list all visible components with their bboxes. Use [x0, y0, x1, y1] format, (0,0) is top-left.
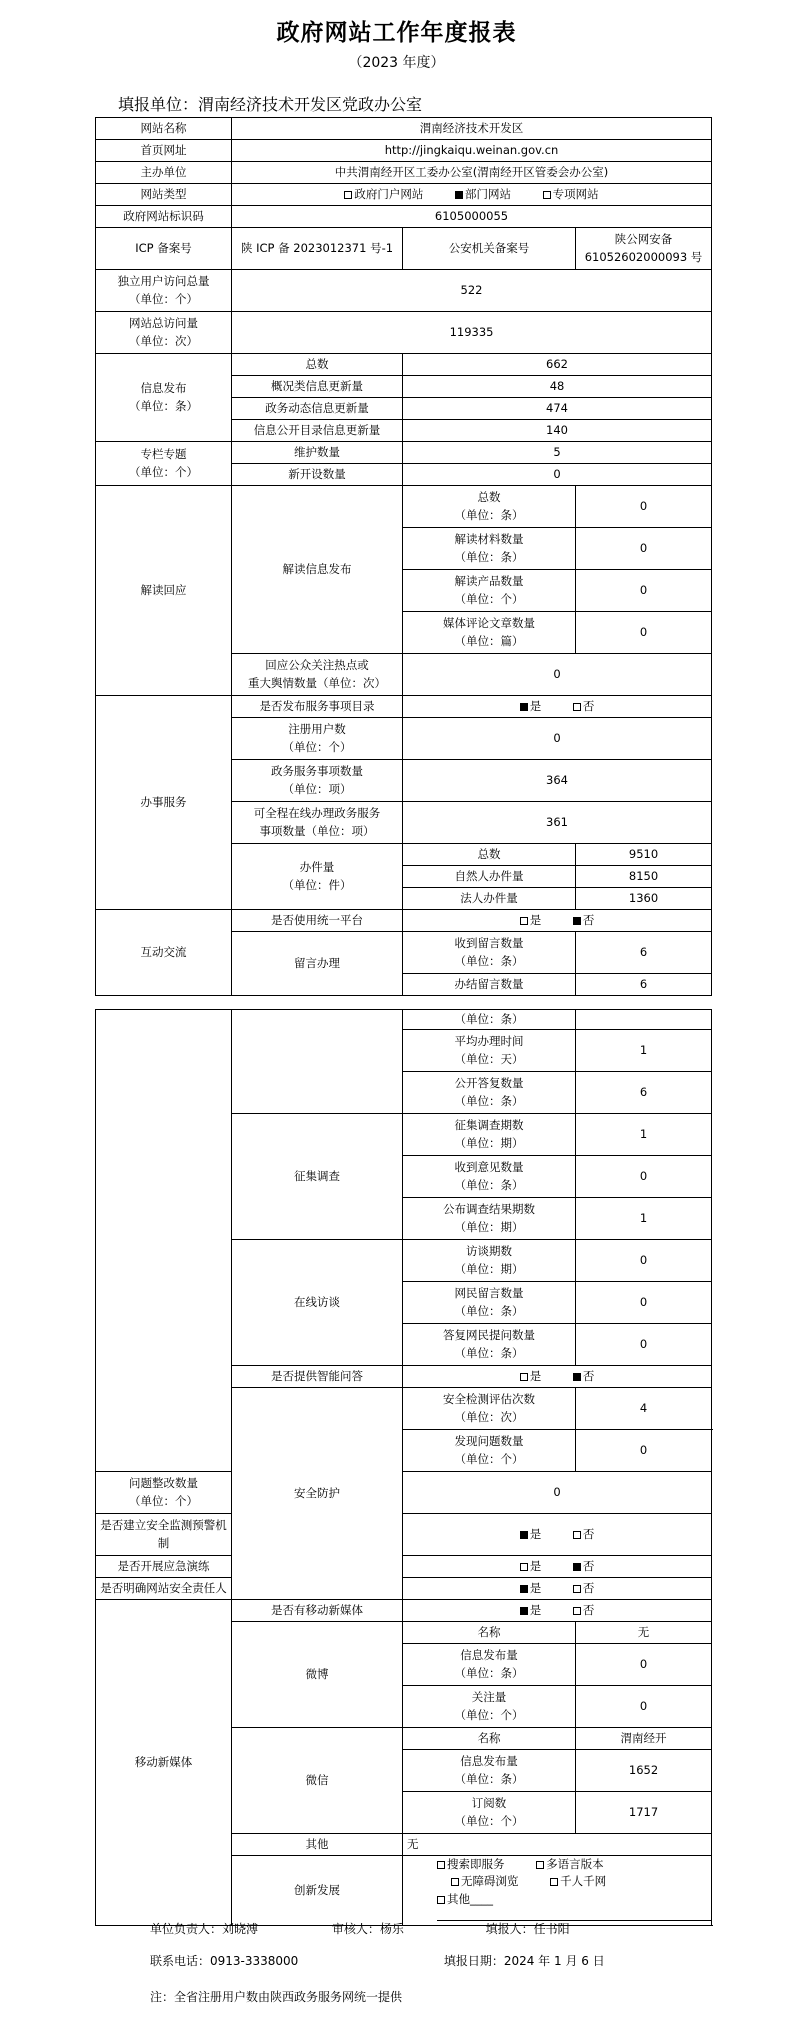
fixed-value: 0 [403, 1472, 712, 1514]
phone: 联系电话：0913-3338000 [150, 1954, 299, 1968]
site-name-label: 网站名称 [96, 118, 232, 140]
info-total-value: 662 [403, 354, 712, 376]
icp-value: 陕 ICP 备 2023012371 号-1 [232, 228, 403, 270]
wechat-post-value: 1652 [576, 1750, 712, 1792]
survey-times-label: 征集调查期数 （单位：期） [403, 1114, 576, 1156]
mobile-has-options: 是 否 [403, 1600, 712, 1622]
checkbox-unchecked-icon [573, 703, 581, 711]
interp-total-label: 总数 （单位：条） [403, 486, 576, 528]
site-type-label: 网站类型 [96, 184, 232, 206]
reg-users-value: 0 [403, 718, 712, 760]
sponsor-value: 中共渭南经开区工委办公室(渭南经开区管委会办公室) [232, 162, 712, 184]
site-code-label: 政府网站标识码 [96, 206, 232, 228]
interview-answer-label: 答复网民提问数量 （单位：条） [403, 1324, 576, 1366]
public-reply-value: 6 [576, 1072, 712, 1114]
fixed-label: 问题整改数量 （单位：个） [96, 1472, 232, 1514]
interp-product-value: 0 [576, 570, 712, 612]
police-value: 陕公网安备 61052602000093 号 [576, 228, 712, 270]
checkbox-checked-icon [573, 917, 581, 925]
page-break [96, 996, 712, 1010]
msg-done-value: 6 [576, 974, 712, 996]
msg-cont-label [232, 1010, 403, 1114]
respond-label: 回应公众关注热点或 重大舆情数量（单位：次） [232, 654, 403, 696]
platform-label: 是否使用统一平台 [232, 910, 403, 932]
respond-value: 0 [403, 654, 712, 696]
owner-label: 是否明确网站安全责任人 [96, 1578, 232, 1600]
filler-person: 填报人：任书阳 [485, 1922, 570, 1936]
service-catalog-options: 是 否 [403, 696, 712, 718]
dynamics-label: 政务动态信息更新量 [232, 398, 403, 420]
handle-total-label: 总数 [403, 844, 576, 866]
uv-label: 独立用户访问总量 （单位：个） [96, 270, 232, 312]
checkbox-unchecked-icon [520, 917, 528, 925]
cont-unit-label: （单位：条） [403, 1010, 576, 1030]
msg-done-label: 办结留言数量 [403, 974, 576, 996]
overview-label: 概况类信息更新量 [232, 376, 403, 398]
interp-total-value: 0 [576, 486, 712, 528]
interview-msg-label: 网民留言数量 （单位：条） [403, 1282, 576, 1324]
column-maint-label: 维护数量 [232, 442, 403, 464]
mobile-label: 移动新媒体 [96, 1600, 232, 1926]
other-media-value: 无 [403, 1834, 712, 1856]
avg-time-label: 平均办理时间 （单位：天） [403, 1030, 576, 1072]
handle-label: 办件量 （单位：件） [232, 844, 403, 910]
page-title: 政府网站工作年度报表 [276, 19, 517, 46]
checkbox-unchecked-icon [437, 1896, 445, 1904]
service-items-value: 364 [403, 760, 712, 802]
checkbox-unchecked-icon [520, 1563, 528, 1571]
checkbox-unchecked-icon [451, 1878, 459, 1886]
interp-material-value: 0 [576, 528, 712, 570]
interp-material-label: 解读材料数量 （单位：条） [403, 528, 576, 570]
footnote: 注：全省注册用户数由陕西政务服务网统一提供 [150, 1990, 403, 2004]
reviewer: 审核人：杨乐 [331, 1922, 404, 1936]
unit-head: 单位负责人：刘晓溥 [150, 1922, 259, 1936]
checkbox-checked-icon [520, 1531, 528, 1539]
legal-label: 法人办件量 [403, 888, 576, 910]
reg-users-label: 注册用户数 （单位：个） [232, 718, 403, 760]
info-publish-label: 信息发布 （单位：条） [96, 354, 232, 442]
security-label: 安全防护 [232, 1388, 403, 1600]
interview-answer-value: 0 [576, 1324, 712, 1366]
checkbox-checked-icon [455, 191, 463, 199]
interact-cont-label [96, 1010, 232, 1472]
mobile-has-label: 是否有移动新媒体 [232, 1600, 403, 1622]
online-items-value: 361 [403, 802, 712, 844]
other-media-label: 其他 [232, 1834, 403, 1856]
catalog-label: 信息公开目录信息更新量 [232, 420, 403, 442]
weibo-fans-value: 0 [576, 1686, 712, 1728]
interp-media-value: 0 [576, 612, 712, 654]
monitor-label: 是否建立安全监测预警机 制 [96, 1514, 232, 1556]
checkbox-unchecked-icon [536, 1861, 544, 1869]
survey-times-value: 1 [576, 1114, 712, 1156]
interview-label: 在线访谈 [232, 1240, 403, 1366]
contact-row [150, 1952, 605, 1969]
signature-row [150, 1920, 570, 1937]
interview-msg-value: 0 [576, 1282, 712, 1324]
online-items-label: 可全程在线办理政务服务 事项数量（单位：项） [232, 802, 403, 844]
interp-release-label: 解读信息发布 [232, 486, 403, 654]
option-special: 专项网站 [552, 186, 599, 201]
service-catalog-label: 是否发布服务事项目录 [232, 696, 403, 718]
checkbox-checked-icon [520, 1607, 528, 1615]
checkbox-unchecked-icon [573, 1607, 581, 1615]
column-new-value: 0 [403, 464, 712, 486]
smart-qa-label: 是否提供智能问答 [232, 1366, 403, 1388]
site-name-value: 渭南经济技术开发区 [232, 118, 712, 140]
handle-total-value: 9510 [576, 844, 712, 866]
service-items-label: 政务服务事项数量 （单位：项） [232, 760, 403, 802]
home-url-label: 首页网址 [96, 140, 232, 162]
police-label: 公安机关备案号 [403, 228, 576, 270]
interp-media-label: 媒体评论文章数量 （单位：篇） [403, 612, 576, 654]
weibo-post-label: 信息发布量 （单位：条） [403, 1644, 576, 1686]
owner-options: 是 否 [403, 1578, 712, 1600]
found-label: 发现问题数量 （单位：个） [403, 1430, 576, 1472]
checkbox-unchecked-icon [344, 191, 352, 199]
checkbox-unchecked-icon [550, 1878, 558, 1886]
interp-product-label: 解读产品数量 （单位：个） [403, 570, 576, 612]
monitor-options: 是 否 [403, 1514, 712, 1556]
wechat-sub-value: 1717 [576, 1792, 712, 1834]
avg-time-value: 1 [576, 1030, 712, 1072]
natural-value: 8150 [576, 866, 712, 888]
interview-times-label: 访谈期数 （单位：期） [403, 1240, 576, 1282]
weibo-post-value: 0 [576, 1644, 712, 1686]
home-url-value: http://jingkaiqu.weinan.gov.cn [232, 140, 712, 162]
survey-opinion-value: 0 [576, 1156, 712, 1198]
service-label: 办事服务 [96, 696, 232, 910]
checkbox-checked-icon [520, 703, 528, 711]
survey-result-value: 1 [576, 1198, 712, 1240]
column-label: 专栏专题 （单位：个） [96, 442, 232, 486]
pv-label: 网站总访问量 （单位：次） [96, 312, 232, 354]
weibo-label: 微博 [232, 1622, 403, 1728]
platform-options: 是 否 [403, 910, 712, 932]
survey-result-label: 公布调查结果期数 （单位：期） [403, 1198, 576, 1240]
checkbox-unchecked-icon [573, 1531, 581, 1539]
checkbox-checked-icon [573, 1373, 581, 1381]
column-new-label: 新开设数量 [232, 464, 403, 486]
legal-value: 1360 [576, 888, 712, 910]
weibo-name-label: 名称 [403, 1622, 576, 1644]
found-value: 0 [576, 1430, 712, 1472]
eval-label: 安全检测评估次数 （单位：次） [403, 1388, 576, 1430]
wechat-post-label: 信息发布量 （单位：条） [403, 1750, 576, 1792]
option-portal: 政府门户网站 [354, 186, 424, 201]
pv-value: 119335 [232, 312, 712, 354]
innovation-label: 创新发展 [232, 1856, 403, 1926]
wechat-name-label: 名称 [403, 1728, 576, 1750]
wechat-label: 微信 [232, 1728, 403, 1834]
smart-qa-options: 是 否 [403, 1366, 712, 1388]
filling-unit: 填报单位：渭南经济技术开发区党政办公室 [118, 95, 423, 114]
site-code-value: 6105000055 [232, 206, 712, 228]
fill-date: 填报日期：2024 年 1 月 6 日 [443, 1954, 605, 1968]
msg-recv-value: 6 [576, 932, 712, 974]
info-total-label: 总数 [232, 354, 403, 376]
sponsor-label: 主办单位 [96, 162, 232, 184]
msg-recv-label: 收到留言数量 （单位：条） [403, 932, 576, 974]
weibo-name-value: 无 [576, 1622, 712, 1644]
interp-label: 解读回应 [96, 486, 232, 696]
msg-handle-label: 留言办理 [232, 932, 403, 996]
column-maint-value: 5 [403, 442, 712, 464]
overview-value: 48 [403, 376, 712, 398]
public-reply-label: 公开答复数量 （单位：条） [403, 1072, 576, 1114]
drill-label: 是否开展应急演练 [96, 1556, 232, 1578]
innovation-options: 搜索即服务 多语言版本 无障碍浏览 千人千网 其他____ [403, 1856, 712, 1926]
interview-times-value: 0 [576, 1240, 712, 1282]
drill-options: 是 否 [403, 1556, 712, 1578]
survey-label: 征集调查 [232, 1114, 403, 1240]
checkbox-unchecked-icon [573, 1585, 581, 1593]
checkbox-checked-icon [573, 1563, 581, 1571]
natural-label: 自然人办件量 [403, 866, 576, 888]
checkbox-checked-icon [520, 1585, 528, 1593]
wechat-name-value: 渭南经开 [576, 1728, 712, 1750]
eval-value: 4 [576, 1388, 712, 1430]
uv-value: 522 [232, 270, 712, 312]
site-type-options [232, 184, 712, 206]
checkbox-unchecked-icon [520, 1373, 528, 1381]
cont-unit-value [576, 1010, 712, 1030]
interact-label: 互动交流 [96, 910, 232, 996]
page-subtitle: （2023 年度） [348, 55, 445, 71]
survey-opinion-label: 收到意见数量 （单位：条） [403, 1156, 576, 1198]
weibo-fans-label: 关注量 （单位：个） [403, 1686, 576, 1728]
checkbox-unchecked-icon [437, 1861, 445, 1869]
icp-label: ICP 备案号 [96, 228, 232, 270]
option-department: 部门网站 [465, 186, 512, 201]
dynamics-value: 474 [403, 398, 712, 420]
catalog-value: 140 [403, 420, 712, 442]
checkbox-unchecked-icon [543, 191, 551, 199]
wechat-sub-label: 订阅数 （单位：个） [403, 1792, 576, 1834]
report-table [95, 117, 712, 1926]
